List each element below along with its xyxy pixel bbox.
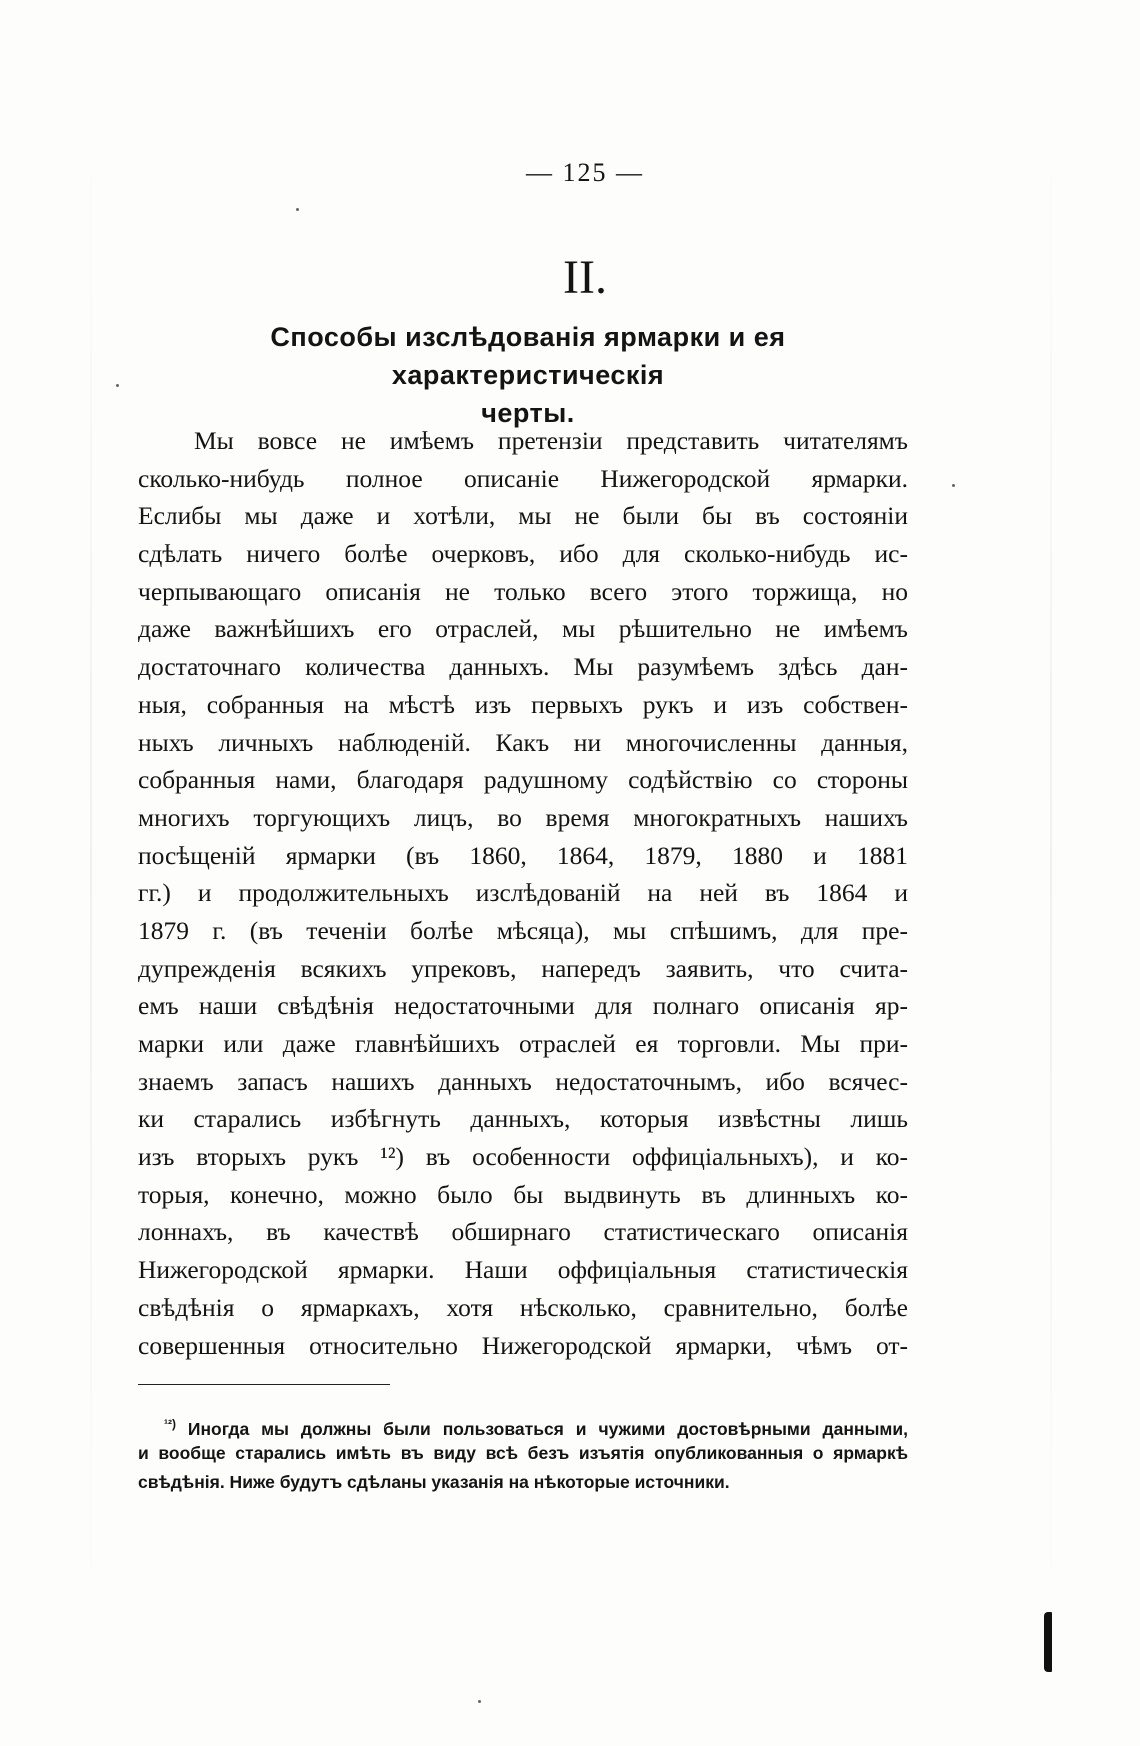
body-line-4: сдѣлать ничего болѣе очерковъ, ибо для сколько-нибудь ис-	[138, 539, 908, 569]
chapter-title	[138, 318, 918, 432]
margin-ink-mark	[1044, 1612, 1052, 1672]
scan-edge-right	[1050, 80, 1052, 1666]
body-line-18: знаемъ запасъ нашихъ данныхъ недостаточнымъ, ибо всячес-	[138, 1066, 908, 1096]
footnote-marker: ¹²)	[164, 1417, 176, 1431]
chapter-title-line-1: Способы изслѣдованія ярмарки и ея характеристическія	[270, 322, 786, 390]
page-number: — 125 —	[526, 158, 644, 187]
body-line-6: даже важнѣйшихъ его отраслей, мы рѣшительно не имѣемъ	[138, 614, 908, 644]
body-line-17: марки или даже главнѣйшихъ отраслей ея торговли. Мы при-	[138, 1029, 908, 1058]
body-line-24: свѣдѣнія о ярмаркахъ, хотя нѣсколько, сравнительно, болѣе	[138, 1292, 908, 1322]
footnote-line-1	[138, 1410, 908, 1439]
body-line-5: черпывающаго описанія не только всего этого торжища, но	[138, 576, 908, 606]
body-line-14: 1879 г. (въ теченіи болѣе мѣсяца), мы спѣшимъ, для пре-	[138, 915, 908, 945]
body-line-8: ныя, собранныя на мѣстѣ изъ первыхъ рукъ и изъ собствен-	[138, 689, 908, 719]
scan-speck	[116, 384, 119, 387]
footnote-line-3: свѣдѣнія. Ниже будутъ сдѣланы указанія на нѣкоторые источники.	[138, 1472, 730, 1492]
body-text	[138, 422, 908, 1364]
body-line-21: торыя, конечно, можно было бы выдвинуть въ длинныхъ ко-	[138, 1179, 908, 1209]
body-line-10: собранныя нами, благодаря радушному содѣйствію со стороны	[138, 765, 908, 795]
body-line-23: Нижегородской ярмарки. Наши оффиціальныя статистическія	[138, 1255, 908, 1285]
body-line-25: совершенныя относительно Нижегородской ярмарки, чѣмъ от-	[138, 1330, 908, 1360]
body-line-15: дупрежденія всякихъ упрековъ, напередъ заявить, что счита-	[138, 953, 908, 983]
scan-speck	[952, 484, 955, 487]
footnote-rule	[138, 1384, 390, 1385]
footnote-block	[138, 1410, 908, 1497]
body-line-20: изъ вторыхъ рукъ ¹²) въ особенности оффиціальныхъ), и ко-	[138, 1142, 908, 1172]
body-line-22: лоннахъ, въ качествѣ обширнаго статистическаго описанія	[138, 1217, 908, 1247]
body-line-11: многихъ торгующихъ лицъ, во время многократныхъ нашихъ	[138, 802, 908, 832]
chapter-numeral: II.	[563, 251, 607, 304]
scan-edge-left	[90, 80, 92, 1666]
footnote-line-1-text: Иногда мы должны были пользоваться и чужими достовѣрными данными,	[187, 1418, 908, 1439]
body-line-1: Мы вовсе не имѣемъ претензіи представить читателямъ	[194, 426, 908, 455]
body-line-19: ки старались избѣгнуть данныхъ, которыя извѣстны лишь	[138, 1104, 908, 1134]
body-line-16: емъ наши свѣдѣнія недостаточными для полнаго описанія яр-	[138, 991, 908, 1021]
footnote-line-2: и вообще старались имѣть въ виду всѣ безъ изъятія опубликованныя о ярмаркѣ	[138, 1443, 908, 1463]
body-line-3: Еслибы мы даже и хотѣли, мы не были бы въ состояніи	[138, 501, 908, 531]
scan-speck	[296, 208, 299, 211]
body-line-12: посѣщеній ярмарки (въ 1860, 1864, 1879, 1880 и 1881	[138, 840, 908, 870]
chapter-title-line-2: черты.	[481, 398, 575, 428]
body-line-7: достаточнаго количества данныхъ. Мы разумѣемъ здѣсь дан-	[138, 652, 908, 682]
body-line-13: гг.) и продолжительныхъ изслѣдованій на ней въ 1864 и	[138, 878, 908, 908]
scan-speck	[478, 1700, 481, 1703]
body-line-9: ныхъ личныхъ наблюденій. Какъ ни многочисленны данныя,	[138, 727, 908, 757]
body-line-2: сколько-нибудь полное описаніе Нижегородской ярмарки.	[138, 463, 908, 493]
